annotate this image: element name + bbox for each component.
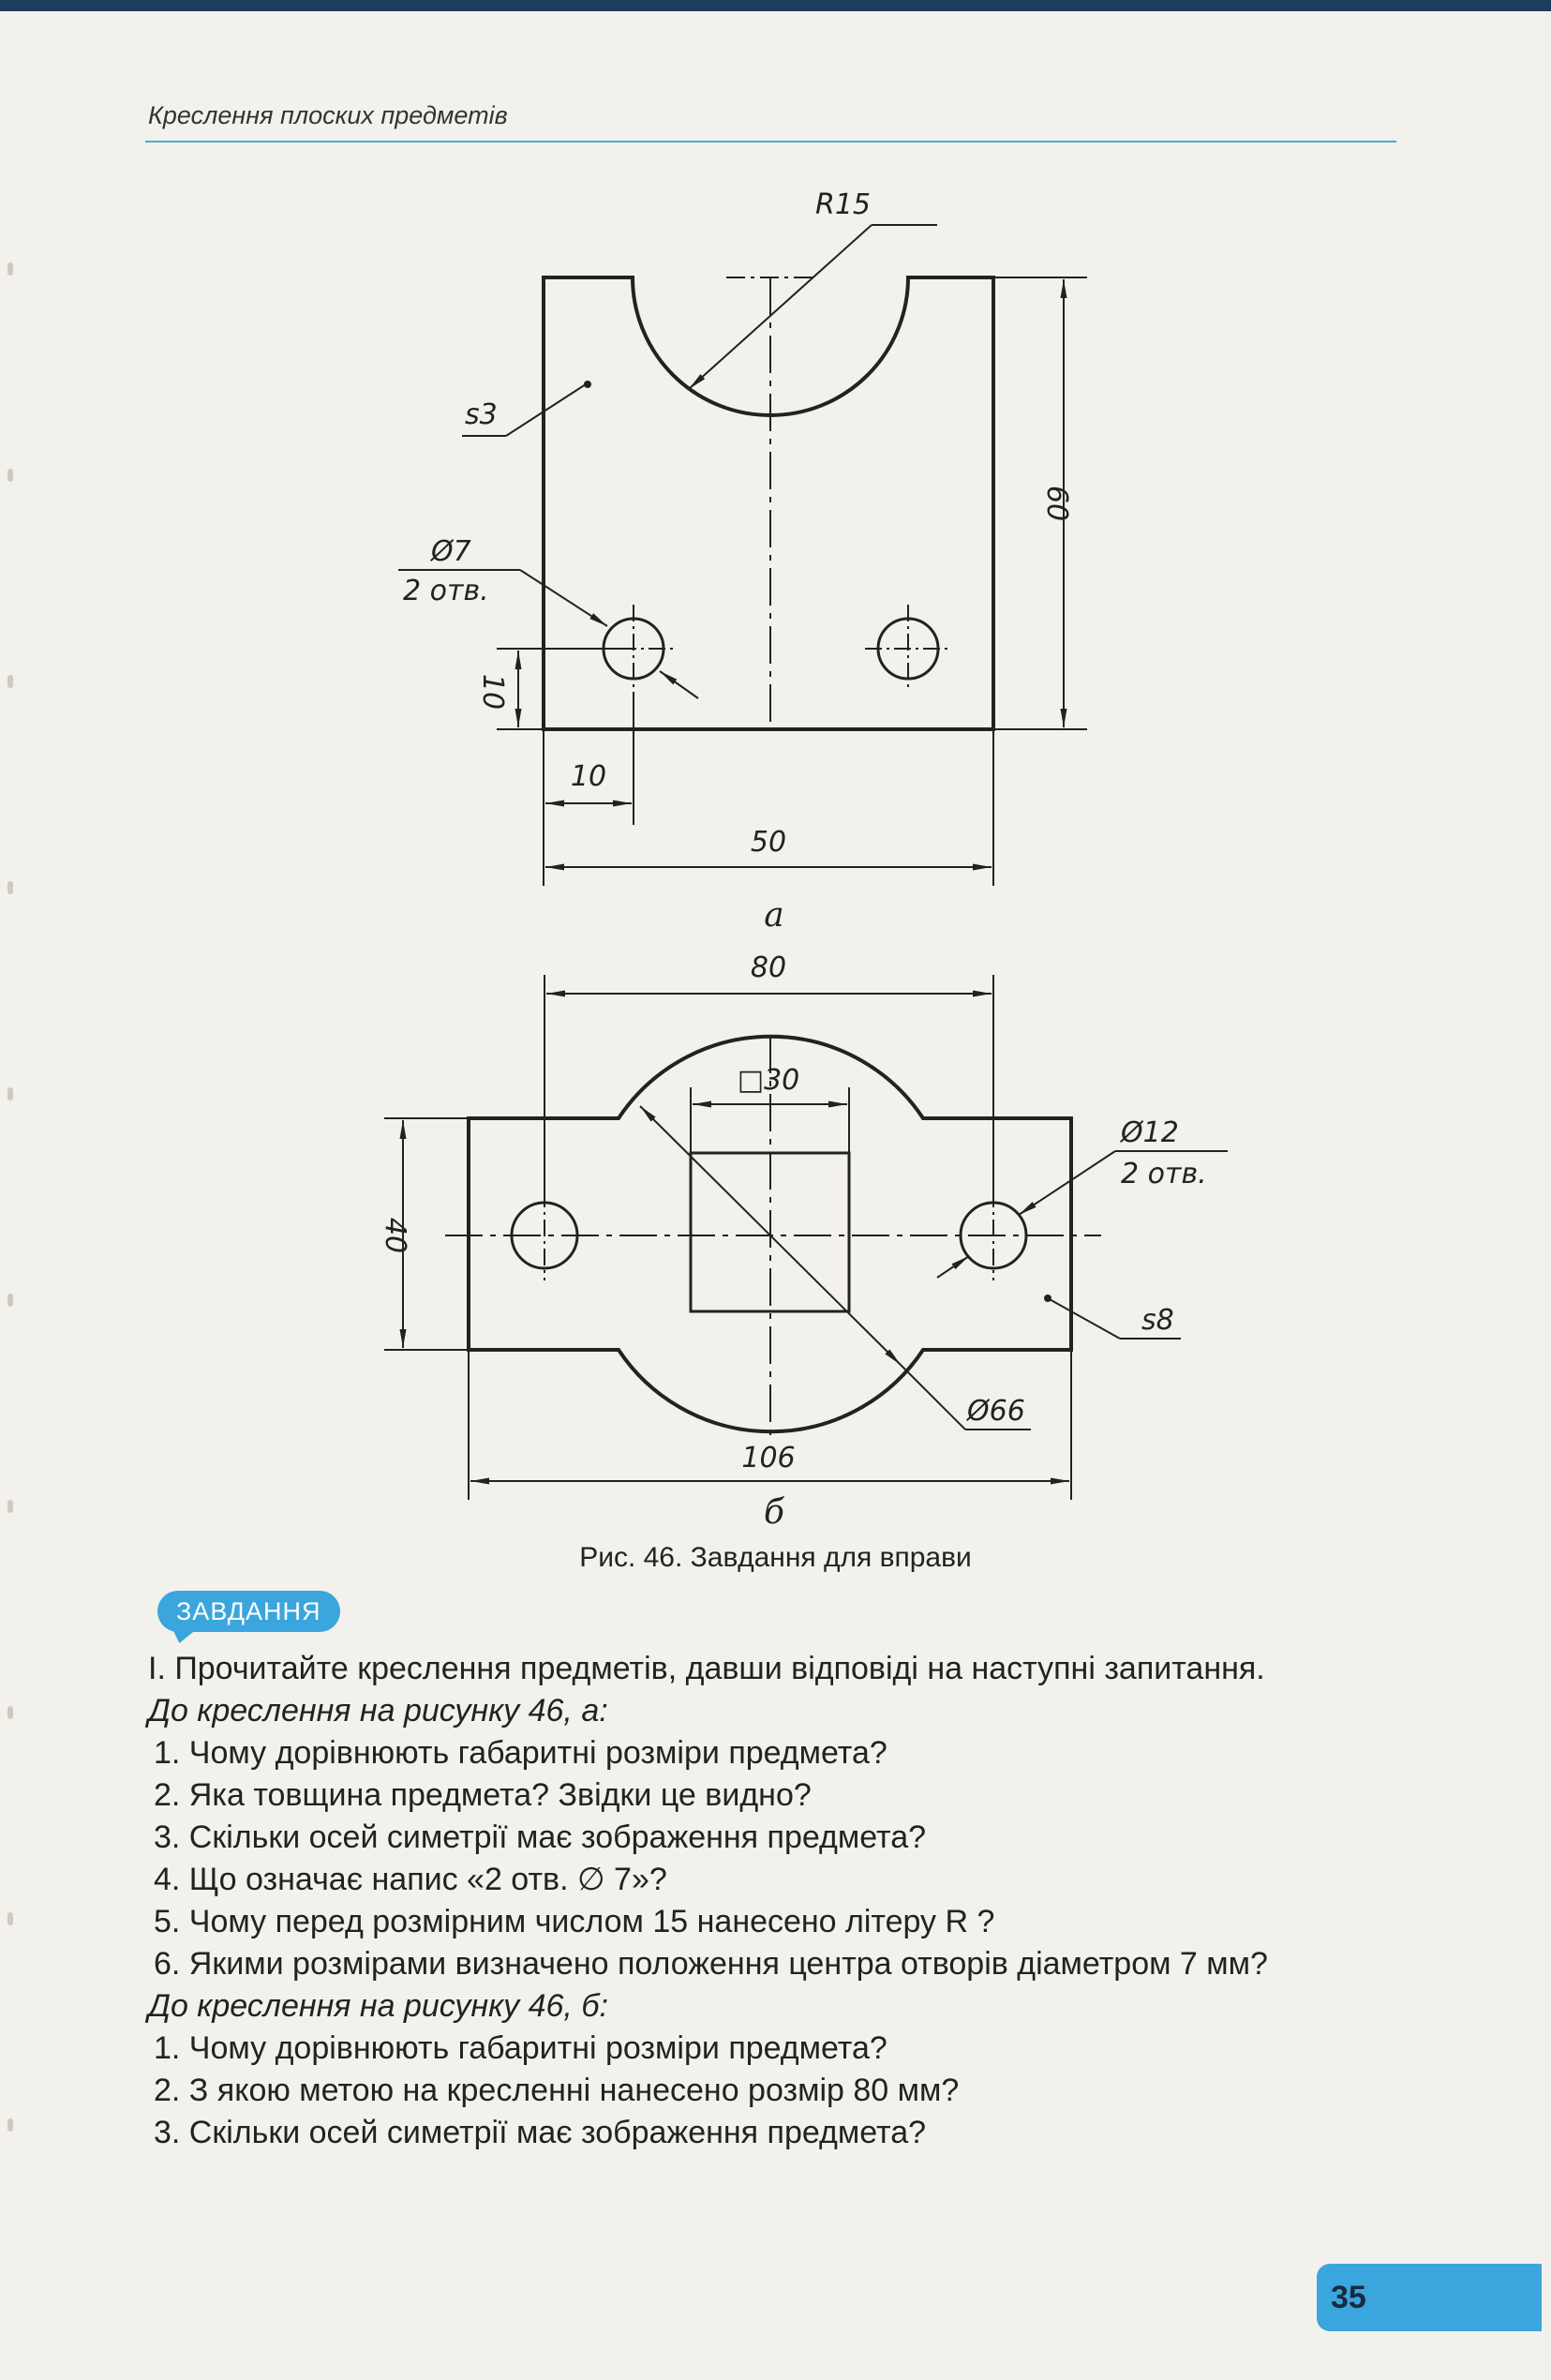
task-badge: ЗАВДАННЯ [157,1591,340,1632]
figure-caption: Рис. 46. Завдання для вправи [579,1542,972,1573]
figure-b-letter: б [764,1493,784,1532]
figure-a-radius-label: R15 [815,188,872,221]
figure-a-horizontal-offset-label: 10 [570,760,607,793]
figure-a-height-label: 60 [1040,485,1073,522]
figure-a-thickness-label: s3 [465,398,498,431]
question-a-5: 5. Чому перед розмірним числом 15 нанесено літеру R ? [154,1904,995,1939]
section-b-heading: До креслення на рисунку 46, б: [148,1988,608,2024]
question-b-3: 3. Скільки осей симетрії має зображення предмета? [154,2115,927,2150]
question-b-2: 2. З якою метою на кресленні нанесено розмір 80 мм? [154,2073,960,2108]
question-a-6: 6. Якими розмірами визначено положення центра отворів діаметром 7 мм? [154,1946,1268,1982]
task-intro: І. Прочитайте креслення предметів, давши відповіді на наступні запитання. [148,1651,1265,1686]
figure-a-vertical-offset-label: 10 [476,673,509,711]
page-number: 35 [1331,2280,1366,2315]
figure-b-hole-diameter-label: Ø12 [1121,1116,1179,1149]
figure-a-width-label: 50 [750,826,787,859]
figure-a-hole-diameter-label: Ø7 [431,535,471,568]
figure-b-square-label: □30 [737,1064,800,1097]
figure-b-width-label: 80 [750,951,787,984]
figure-b-circle-diameter-label: Ø66 [967,1395,1025,1428]
figure-a-hole-count-label: 2 отв. [403,575,489,607]
question-a-1: 1. Чому дорівнюють габаритні розміри предмета? [154,1735,887,1771]
task-list [148,1648,1404,2154]
figure-a [398,225,1087,886]
figure-b-hole-count-label: 2 отв. [1121,1158,1207,1190]
question-a-2: 2. Яка товщина предмета? Звідки це видно? [154,1777,812,1813]
figure-a-radius-leader [689,225,872,389]
question-b-1: 1. Чому дорівнюють габаритні розміри предмета? [154,2030,887,2066]
running-title: Креслення плоских предметів [148,101,508,129]
figure-a-outline [544,277,993,729]
figure-b-height-label: 40 [379,1217,411,1254]
figure-b-overall-width-label: 106 [741,1442,796,1474]
section-a-heading: До креслення на рисунку 46, а: [148,1693,608,1729]
figure-b-thickness-label: s8 [1141,1304,1174,1337]
question-a-4: 4. Що означає напис «2 отв. ∅ 7»? [154,1862,667,1897]
question-a-3: 3. Скільки осей симетрії має зображення предмета? [154,1819,927,1855]
figure-b [384,975,1228,1500]
figure-a-letter: а [764,896,784,935]
